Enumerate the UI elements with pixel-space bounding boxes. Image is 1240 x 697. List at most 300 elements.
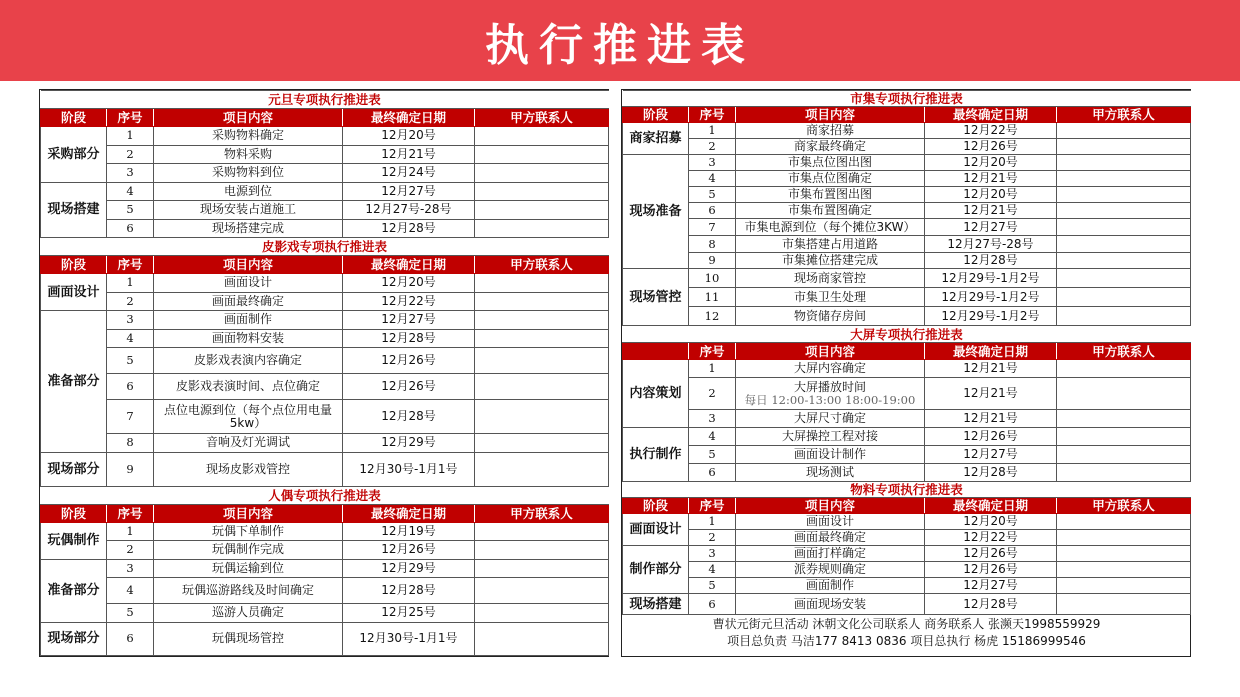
table-row	[623, 446, 1191, 464]
item-cell	[736, 378, 925, 410]
table-row	[41, 578, 609, 604]
contact-cell	[1057, 428, 1191, 446]
table-row	[41, 374, 609, 400]
item-cell: 大屏操控工程对接	[736, 428, 925, 446]
table-row	[623, 410, 1191, 428]
header-date: 最终确定日期	[925, 107, 1057, 123]
contact-cell	[1057, 514, 1191, 530]
contact-cell	[475, 578, 609, 604]
table-row	[41, 559, 609, 578]
seq-cell: 3	[107, 559, 154, 578]
date-cell: 12月22号	[925, 530, 1057, 546]
item-cell: 市集点位图出图	[736, 155, 925, 171]
seq-cell: 1	[689, 123, 736, 139]
contact-cell	[1057, 594, 1191, 615]
contact-cell	[475, 274, 609, 293]
section-title: 人偶专项执行推进表	[41, 486, 609, 504]
header-seq: 序号	[107, 256, 154, 274]
seq-cell: 1	[689, 360, 736, 378]
seq-cell: 4	[107, 182, 154, 201]
table-row	[623, 187, 1191, 203]
date-cell: 12月29号-1月2号	[925, 269, 1057, 288]
item-cell: 采购物料确定	[154, 127, 343, 146]
date-cell: 12月21号	[925, 171, 1057, 187]
table-row	[41, 311, 609, 330]
phase-cell: 执行制作	[623, 428, 689, 482]
date-cell: 12月20号	[925, 514, 1057, 530]
header-contact: 甲方联系人	[1057, 107, 1191, 123]
seq-cell: 3	[107, 164, 154, 183]
section-title-row	[623, 91, 1191, 107]
header-contact: 甲方联系人	[475, 256, 609, 274]
header-row	[623, 343, 1191, 360]
table-row	[623, 360, 1191, 378]
table-row	[41, 145, 609, 164]
header-phase	[623, 343, 689, 360]
contact-cell	[475, 452, 609, 486]
item-cell: 点位电源到位（每个点位用电量5kw）	[154, 400, 343, 434]
date-cell: 12月26号	[925, 428, 1057, 446]
contact-cell	[475, 374, 609, 400]
section-title: 大屏专项执行推进表	[623, 326, 1191, 343]
seq-cell: 4	[107, 329, 154, 348]
header-contact: 甲方联系人	[475, 109, 609, 127]
date-cell: 12月20号	[925, 155, 1057, 171]
phase-cell: 现场部分	[41, 452, 107, 486]
header-seq: 序号	[689, 343, 736, 360]
contact-cell	[475, 522, 609, 541]
seq-cell: 4	[689, 562, 736, 578]
date-cell: 12月20号	[925, 187, 1057, 203]
date-cell: 12月20号	[343, 127, 475, 146]
right-panel	[621, 89, 1191, 657]
phase-cell: 采购部分	[41, 127, 107, 183]
date-cell: 12月26号	[925, 562, 1057, 578]
date-cell: 12月29号	[343, 434, 475, 453]
seq-cell: 9	[107, 452, 154, 486]
date-cell: 12月24号	[343, 164, 475, 183]
date-cell: 12月22号	[925, 123, 1057, 139]
header-item: 项目内容	[154, 256, 343, 274]
table-row	[41, 434, 609, 453]
date-cell: 12月28号	[925, 594, 1057, 615]
header-seq: 序号	[689, 107, 736, 123]
date-cell: 12月29号	[343, 559, 475, 578]
seq-cell: 7	[689, 219, 736, 236]
seq-cell: 1	[107, 522, 154, 541]
title-banner	[0, 0, 1240, 81]
seq-cell: 4	[689, 428, 736, 446]
contact-cell	[475, 219, 609, 238]
section-title: 物料专项执行推进表	[623, 482, 1191, 498]
contact-cell	[1057, 123, 1191, 139]
date-cell: 12月21号	[925, 410, 1057, 428]
phase-cell: 商家招募	[623, 123, 689, 155]
header-phase: 阶段	[41, 504, 107, 522]
seq-cell: 2	[107, 541, 154, 560]
date-cell: 12月27号	[925, 578, 1057, 594]
contact-cell	[1057, 155, 1191, 171]
header-date: 最终确定日期	[343, 109, 475, 127]
seq-cell: 8	[689, 236, 736, 253]
item-cell: 市集电源到位（每个摊位3KW）	[736, 219, 925, 236]
left-schedule-table	[40, 90, 609, 656]
date-cell: 12月26号	[343, 348, 475, 374]
item-cell: 市集布置图出图	[736, 187, 925, 203]
phase-cell: 准备部分	[41, 559, 107, 622]
contact-cell	[475, 145, 609, 164]
contact-cell	[1057, 378, 1191, 410]
phase-cell: 现场部分	[41, 622, 107, 655]
item-cell: 电源到位	[154, 182, 343, 201]
table-row	[41, 522, 609, 541]
contact-cell	[475, 292, 609, 311]
contact-cell	[475, 434, 609, 453]
contact-cell	[1057, 203, 1191, 219]
item-cell: 商家最终确定	[736, 139, 925, 155]
table-row	[623, 378, 1191, 410]
section-title-row	[41, 91, 609, 109]
contact-cell	[475, 541, 609, 560]
table-row	[41, 127, 609, 146]
contact-cell	[475, 201, 609, 220]
seq-cell: 5	[107, 201, 154, 220]
date-cell: 12月21号	[925, 360, 1057, 378]
seq-cell: 6	[107, 374, 154, 400]
header-item: 项目内容	[154, 109, 343, 127]
right-schedule-table	[622, 90, 1191, 649]
contact-cell	[1057, 288, 1191, 307]
header-date: 最终确定日期	[925, 343, 1057, 360]
date-cell: 12月19号	[343, 522, 475, 541]
contact-cell	[475, 559, 609, 578]
table-row	[623, 546, 1191, 562]
contact-cell	[1057, 562, 1191, 578]
date-cell: 12月26号	[343, 541, 475, 560]
table-row	[623, 594, 1191, 615]
phase-cell: 玩偶制作	[41, 522, 107, 559]
seq-cell: 2	[107, 292, 154, 311]
item-cell: 现场皮影戏管控	[154, 452, 343, 486]
item-cell: 皮影戏表演时间、点位确定	[154, 374, 343, 400]
section-title-row	[623, 326, 1191, 343]
seq-cell: 2	[107, 145, 154, 164]
item-cell: 市集布置图确定	[736, 203, 925, 219]
table-row	[41, 201, 609, 220]
table-row	[623, 562, 1191, 578]
item-cell: 市集卫生处理	[736, 288, 925, 307]
date-cell: 12月30号-1月1号	[343, 452, 475, 486]
item-cell: 采购物料到位	[154, 164, 343, 183]
contact-cell	[1057, 139, 1191, 155]
item-cell: 画面最终确定	[154, 292, 343, 311]
table-row	[623, 269, 1191, 288]
table-row	[41, 604, 609, 623]
seq-cell: 1	[107, 127, 154, 146]
phase-cell: 现场准备	[623, 155, 689, 269]
seq-cell: 3	[107, 311, 154, 330]
table-row	[623, 203, 1191, 219]
phase-cell: 制作部分	[623, 546, 689, 594]
seq-cell: 10	[689, 269, 736, 288]
header-seq: 序号	[107, 504, 154, 522]
item-cell: 派券规则确定	[736, 562, 925, 578]
item-cell: 玩偶巡游路线及时间确定	[154, 578, 343, 604]
table-row	[623, 578, 1191, 594]
item-cell: 画面设计	[154, 274, 343, 293]
footer-line1: 曹状元街元旦活动 沐朝文化公司联系人 商务联系人 张濒天19985599​29	[623, 615, 1191, 633]
contact-cell	[1057, 307, 1191, 326]
item-cell: 画面制作	[154, 311, 343, 330]
date-cell: 12月28号	[925, 253, 1057, 269]
contact-cell	[1057, 530, 1191, 546]
header-row	[623, 498, 1191, 514]
phase-cell: 现场管控	[623, 269, 689, 326]
seq-cell: 3	[689, 155, 736, 171]
date-cell: 12月26号	[925, 139, 1057, 155]
section-title-row	[41, 238, 609, 256]
contact-cell	[1057, 446, 1191, 464]
contact-cell	[1057, 360, 1191, 378]
table-row	[623, 219, 1191, 236]
item-cell: 现场搭建完成	[154, 219, 343, 238]
footer-row	[623, 632, 1191, 649]
seq-cell: 2	[689, 530, 736, 546]
seq-cell: 11	[689, 288, 736, 307]
header-item: 项目内容	[154, 504, 343, 522]
date-cell: 12月30号-1月1号	[343, 622, 475, 655]
header-date: 最终确定日期	[343, 504, 475, 522]
header-phase: 阶段	[623, 498, 689, 514]
header-contact: 甲方联系人	[1057, 498, 1191, 514]
table-row	[41, 164, 609, 183]
seq-cell: 2	[689, 139, 736, 155]
contact-cell	[1057, 171, 1191, 187]
contact-cell	[475, 311, 609, 330]
header-row	[41, 256, 609, 274]
contact-cell	[1057, 546, 1191, 562]
item-sub: 每日 12:00-13:00 18:00-19:00	[744, 392, 916, 407]
item-cell: 画面现场安装	[736, 594, 925, 615]
table-row	[623, 236, 1191, 253]
header-date: 最终确定日期	[925, 498, 1057, 514]
contact-cell	[475, 329, 609, 348]
table-row	[623, 514, 1191, 530]
seq-cell: 5	[689, 446, 736, 464]
table-row	[623, 139, 1191, 155]
contact-cell	[1057, 187, 1191, 203]
date-cell: 12月28号	[343, 219, 475, 238]
item-cell: 画面物料安装	[154, 329, 343, 348]
table-row	[623, 464, 1191, 482]
table-row	[623, 530, 1191, 546]
header-seq: 序号	[689, 498, 736, 514]
section-title: 皮影戏专项执行推进表	[41, 238, 609, 256]
item-cell: 物资储存房间	[736, 307, 925, 326]
header-phase: 阶段	[41, 109, 107, 127]
table-row	[623, 155, 1191, 171]
item-cell: 音响及灯光调试	[154, 434, 343, 453]
contact-cell	[1057, 464, 1191, 482]
seq-cell: 12	[689, 307, 736, 326]
contact-cell	[1057, 236, 1191, 253]
contact-cell	[475, 182, 609, 201]
table-row	[41, 219, 609, 238]
item-cell: 玩偶运输到位	[154, 559, 343, 578]
date-cell: 12月26号	[925, 546, 1057, 562]
seq-cell: 1	[689, 514, 736, 530]
seq-cell: 6	[689, 203, 736, 219]
item-cell: 大屏内容确定	[736, 360, 925, 378]
contact-cell	[475, 348, 609, 374]
seq-cell: 4	[689, 171, 736, 187]
table-row	[41, 400, 609, 434]
seq-cell: 6	[689, 464, 736, 482]
seq-cell: 1	[107, 274, 154, 293]
table-row	[623, 288, 1191, 307]
item-cell: 玩偶现场管控	[154, 622, 343, 655]
phase-cell: 画面设计	[623, 514, 689, 546]
section-title-row	[623, 482, 1191, 498]
phase-cell: 内容策划	[623, 360, 689, 428]
phase-cell: 准备部分	[41, 311, 107, 453]
date-cell: 12月28号	[343, 329, 475, 348]
footer-line2: 项目总负责 马洁177 8413 0836 项目总执行 杨虎 15186999546	[727, 634, 1086, 648]
item-cell: 画面打样确定	[736, 546, 925, 562]
seq-cell: 4	[107, 578, 154, 604]
date-cell: 12月27号	[925, 219, 1057, 236]
contact-cell	[475, 400, 609, 434]
table-row	[41, 274, 609, 293]
item-cell: 市集点位图确定	[736, 171, 925, 187]
item-cell: 画面设计	[736, 514, 925, 530]
header-contact: 甲方联系人	[475, 504, 609, 522]
seq-cell: 5	[689, 578, 736, 594]
item-cell: 现场安装占道施工	[154, 201, 343, 220]
item-cell: 市集搭建占用道路	[736, 236, 925, 253]
contact-cell	[475, 622, 609, 655]
date-cell: 12月25号	[343, 604, 475, 623]
table-row	[41, 452, 609, 486]
section-title: 元旦专项执行推进表	[41, 91, 609, 109]
date-cell: 12月28号	[925, 464, 1057, 482]
header-item: 项目内容	[736, 343, 925, 360]
seq-cell: 3	[689, 410, 736, 428]
date-cell: 12月27号	[925, 446, 1057, 464]
item-cell: 现场测试	[736, 464, 925, 482]
contact-cell	[1057, 219, 1191, 236]
table-row	[623, 171, 1191, 187]
date-cell: 12月21号	[343, 145, 475, 164]
seq-cell: 5	[107, 348, 154, 374]
header-item: 项目内容	[736, 498, 925, 514]
table-row	[623, 307, 1191, 326]
item-cell: 玩偶制作完成	[154, 541, 343, 560]
contact-cell	[1057, 410, 1191, 428]
left-panel	[39, 89, 609, 657]
contact-cell	[1057, 578, 1191, 594]
contact-cell	[1057, 253, 1191, 269]
date-cell: 12月28号	[343, 400, 475, 434]
item-cell: 玩偶下单制作	[154, 522, 343, 541]
section-title-row	[41, 486, 609, 504]
seq-cell: 3	[689, 546, 736, 562]
page-title: 执行推进表	[485, 19, 755, 71]
section-title: 市集专项执行推进表	[623, 91, 1191, 107]
seq-cell: 9	[689, 253, 736, 269]
date-cell: 12月27号	[343, 182, 475, 201]
header-phase: 阶段	[41, 256, 107, 274]
header-row	[623, 107, 1191, 123]
item-cell: 画面最终确定	[736, 530, 925, 546]
header-row	[41, 504, 609, 522]
phase-cell: 现场搭建	[623, 594, 689, 615]
header-phase: 阶段	[623, 107, 689, 123]
item-cell: 商家招募	[736, 123, 925, 139]
table-row	[623, 428, 1191, 446]
header-row	[41, 109, 609, 127]
date-cell: 12月27号-28号	[925, 236, 1057, 253]
item-cell: 市集摊位搭建完成	[736, 253, 925, 269]
seq-cell: 7	[107, 400, 154, 434]
seq-cell: 5	[107, 604, 154, 623]
table-row	[623, 123, 1191, 139]
phase-cell: 画面设计	[41, 274, 107, 311]
seq-cell: 6	[689, 594, 736, 615]
item-main: 大屏播放时间	[793, 379, 866, 394]
table-row	[623, 253, 1191, 269]
date-cell: 12月28号	[343, 578, 475, 604]
footer-row	[623, 615, 1191, 633]
date-cell: 12月20号	[343, 274, 475, 293]
item-cell: 皮影戏表演内容确定	[154, 348, 343, 374]
header-seq: 序号	[107, 109, 154, 127]
table-row	[41, 541, 609, 560]
item-cell: 画面制作	[736, 578, 925, 594]
item-cell: 巡游人员确定	[154, 604, 343, 623]
seq-cell: 5	[689, 187, 736, 203]
header-date: 最终确定日期	[343, 256, 475, 274]
table-row	[41, 348, 609, 374]
date-cell: 12月27号	[343, 311, 475, 330]
table-row	[41, 622, 609, 655]
contact-cell	[475, 604, 609, 623]
phase-cell: 现场搭建	[41, 182, 107, 238]
date-cell: 12月21号	[925, 378, 1057, 410]
date-cell: 12月27号-28号	[343, 201, 475, 220]
date-cell: 12月29号-1月2号	[925, 288, 1057, 307]
contact-cell	[475, 164, 609, 183]
header-item: 项目内容	[736, 107, 925, 123]
contact-cell	[1057, 269, 1191, 288]
date-cell: 12月22号	[343, 292, 475, 311]
seq-cell: 8	[107, 434, 154, 453]
date-cell: 12月26号	[343, 374, 475, 400]
table-row	[41, 329, 609, 348]
item-cell: 现场商家管控	[736, 269, 925, 288]
item-cell: 大屏尺寸确定	[736, 410, 925, 428]
date-cell: 12月21号	[925, 203, 1057, 219]
seq-cell: 6	[107, 622, 154, 655]
item-cell: 物料采购	[154, 145, 343, 164]
table-row	[41, 292, 609, 311]
contact-cell	[475, 127, 609, 146]
seq-cell: 6	[107, 219, 154, 238]
table-row	[41, 182, 609, 201]
seq-cell: 2	[689, 378, 736, 410]
header-contact: 甲方联系人	[1057, 343, 1191, 360]
item-cell: 画面设计制作	[736, 446, 925, 464]
